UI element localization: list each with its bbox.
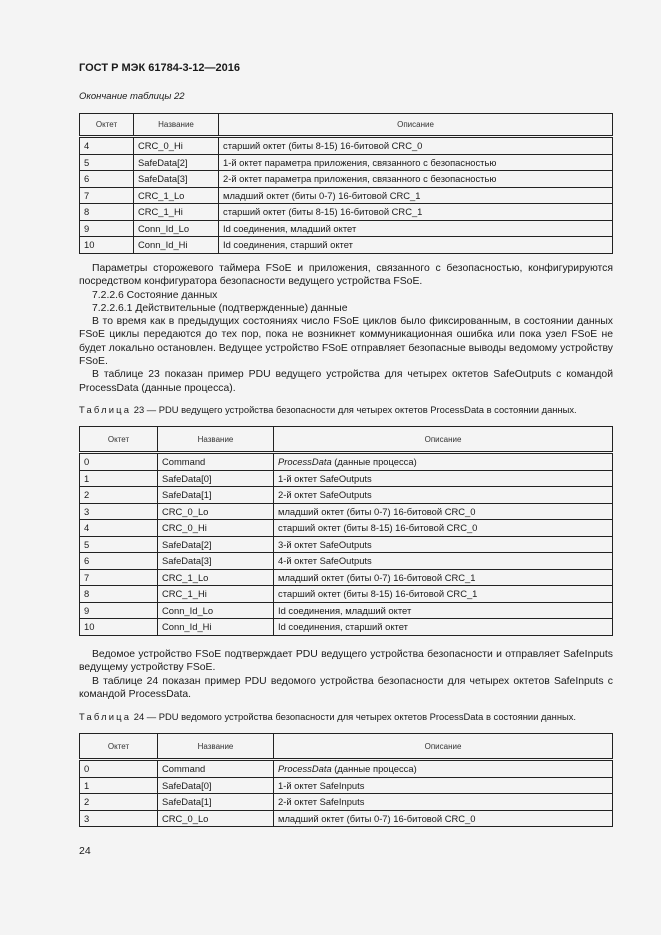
caption-text: 23 — PDU ведущего устройства безопасности для четырех октетов ProcessData в состоянии данных. [131,404,577,415]
name-cell: CRC_0_Hi [134,137,219,155]
column-header: Название [158,734,274,760]
paragraph: 7.2.2.6.1 Действительные (подтвержденные) данные [92,302,348,314]
description-cell: 2-й октет SafeInputs [274,794,613,811]
page-number: 24 [79,845,91,857]
column-header: Название [134,114,219,137]
name-cell: Conn_Id_Hi [158,619,274,636]
table-row [80,553,613,570]
table-row [80,810,613,827]
octet-cell: 3 [80,810,158,827]
column-header: Описание [274,734,613,760]
octet-cell: 9 [80,602,158,619]
octet-cell: 8 [80,586,158,603]
table-row [80,569,613,586]
name-cell: SafeData[1] [158,794,274,811]
description-cell: 2-й октет параметра приложения, связанного с безопасностью [219,171,613,188]
table-row [80,602,613,619]
name-cell: SafeData[0] [158,470,274,487]
table-row [80,619,613,636]
octet-cell: 10 [80,237,134,254]
table-row [80,520,613,537]
octet-cell: 6 [80,553,158,570]
table-row [80,204,613,221]
table-row [80,487,613,504]
table-22 [79,113,613,254]
table-23 [79,426,613,636]
description-cell: старший октет (биты 8-15) 16-битовой CRC_1 [219,204,613,221]
octet-cell: 6 [80,171,134,188]
octet-cell: 1 [80,470,158,487]
description-cell: 1-й октет SafeOutputs [274,470,613,487]
description-cell: 1-й октет параметра приложения, связанного с безопасностью [219,154,613,171]
name-cell: SafeData[0] [158,777,274,794]
description-cell: ProcessData (данные процесса) [274,453,613,471]
table-row [80,187,613,204]
paragraph: Параметры сторожевого таймера FSoE и приложения, связанного с безопасностью, конфигурируются посредством конфигуратора безопасности ведущего устройства FSoE. [79,263,613,288]
column-header: Октет [80,114,134,137]
name-cell: CRC_0_Lo [158,810,274,827]
table-22-continuation-label: Окончание таблицы 22 [79,91,185,102]
description-cell: 4-й октет SafeOutputs [274,553,613,570]
octet-cell: 5 [80,154,134,171]
description-cell: 1-й октет SafeInputs [274,777,613,794]
name-cell: Conn_Id_Lo [134,220,219,237]
name-cell: SafeData[2] [134,154,219,171]
name-cell: Conn_Id_Hi [134,237,219,254]
table-row [80,237,613,254]
paragraph: 7.2.2.6 Состояние данных [92,289,218,301]
octet-cell: 3 [80,503,158,520]
table-24 [79,733,613,827]
description-cell: старший октет (биты 8-15) 16-битовой CRC_0 [219,137,613,155]
description-cell: младший октет (биты 0-7) 16-битовой CRC_0 [274,810,613,827]
description-cell: Id соединения, старший октет [219,237,613,254]
name-cell: Command [158,760,274,778]
octet-cell: 10 [80,619,158,636]
column-header: Описание [274,427,613,453]
description-cell: младший октет (биты 0-7) 16-битовой CRC_1 [219,187,613,204]
column-header: Название [158,427,274,453]
table-row [80,503,613,520]
name-cell: SafeData[1] [158,487,274,504]
table-row [80,154,613,171]
octet-cell: 4 [80,520,158,537]
table-row [80,470,613,487]
octet-cell: 8 [80,204,134,221]
octet-cell: 7 [80,569,158,586]
description-cell: Id соединения, младший октет [219,220,613,237]
column-header: Октет [80,734,158,760]
table-row [80,777,613,794]
description-cell: младший октет (биты 0-7) 16-битовой CRC_1 [274,569,613,586]
table-row [80,220,613,237]
octet-cell: 5 [80,536,158,553]
table-row [80,794,613,811]
description-cell: 3-й октет SafeOutputs [274,536,613,553]
description-cell: Id соединения, старший октет [274,619,613,636]
octet-cell: 2 [80,794,158,811]
name-cell: CRC_0_Hi [158,520,274,537]
name-cell: Command [158,453,274,471]
paragraph: В таблице 23 показан пример PDU ведущего устройства для четырех октетов SafeOutputs с командой ProcessData (данные процесса). [79,369,613,394]
table-header-row [80,427,613,453]
description-cell: 2-й октет SafeOutputs [274,487,613,504]
caption-text: 24 — PDU ведомого устройства безопасности для четырех октетов ProcessData в состоянии данных. [131,711,577,722]
table-row [80,453,613,471]
description-cell: старший октет (биты 8-15) 16-битовой CRC_0 [274,520,613,537]
octet-cell: 7 [80,187,134,204]
table-header-row [80,734,613,760]
name-cell: SafeData[3] [134,171,219,188]
octet-cell: 2 [80,487,158,504]
description-cell: младший октет (биты 0-7) 16-битовой CRC_0 [274,503,613,520]
caption-prefix: Таблица [79,711,132,722]
paragraph: В таблице 24 показан пример PDU ведомого устройства безопасности для четырех октетов SafeInputs с командой ProcessData. [79,675,613,700]
column-header: Октет [80,427,158,453]
octet-cell: 0 [80,453,158,471]
table-row [80,760,613,778]
name-cell: SafeData[2] [158,536,274,553]
caption-prefix: Таблица [79,404,132,415]
name-cell: CRC_1_Lo [158,569,274,586]
name-cell: SafeData[3] [158,553,274,570]
table-header-row [80,114,613,137]
table-row [80,137,613,155]
table-23-caption [79,404,619,415]
table-row [80,171,613,188]
table-24-caption [79,711,619,722]
name-cell: CRC_1_Hi [134,204,219,221]
body-text-2 [79,648,613,701]
name-cell: Conn_Id_Lo [158,602,274,619]
octet-cell: 0 [80,760,158,778]
body-text-1 [79,262,613,395]
table-row [80,536,613,553]
description-cell: Id соединения, младший октет [274,602,613,619]
octet-cell: 9 [80,220,134,237]
description-cell: ProcessData (данные процесса) [274,760,613,778]
paragraph: В то время как в предыдущих состояниях число FSoE циклов было фиксированным, в состоянии данных FSoE циклы передаются до тех пор, пока не возникнет коммуникационная ошибка или пока узел FSoE не будет локально остановлен. Ведущее устройство FSoE отправляет безопасные выводы ведомому устройству FSoE. [79,316,613,368]
column-header: Описание [219,114,613,137]
document-header: ГОСТ Р МЭК 61784-3-12—2016 [79,62,240,74]
description-cell: старший октет (биты 8-15) 16-битовой CRC_1 [274,586,613,603]
name-cell: CRC_1_Lo [134,187,219,204]
name-cell: CRC_0_Lo [158,503,274,520]
octet-cell: 4 [80,137,134,155]
octet-cell: 1 [80,777,158,794]
name-cell: CRC_1_Hi [158,586,274,603]
table-row [80,586,613,603]
paragraph: Ведомое устройство FSoE подтверждает PDU ведущего устройства безопасности и отправляет SafeInputs ведущему устройству FSoE. [79,649,613,674]
